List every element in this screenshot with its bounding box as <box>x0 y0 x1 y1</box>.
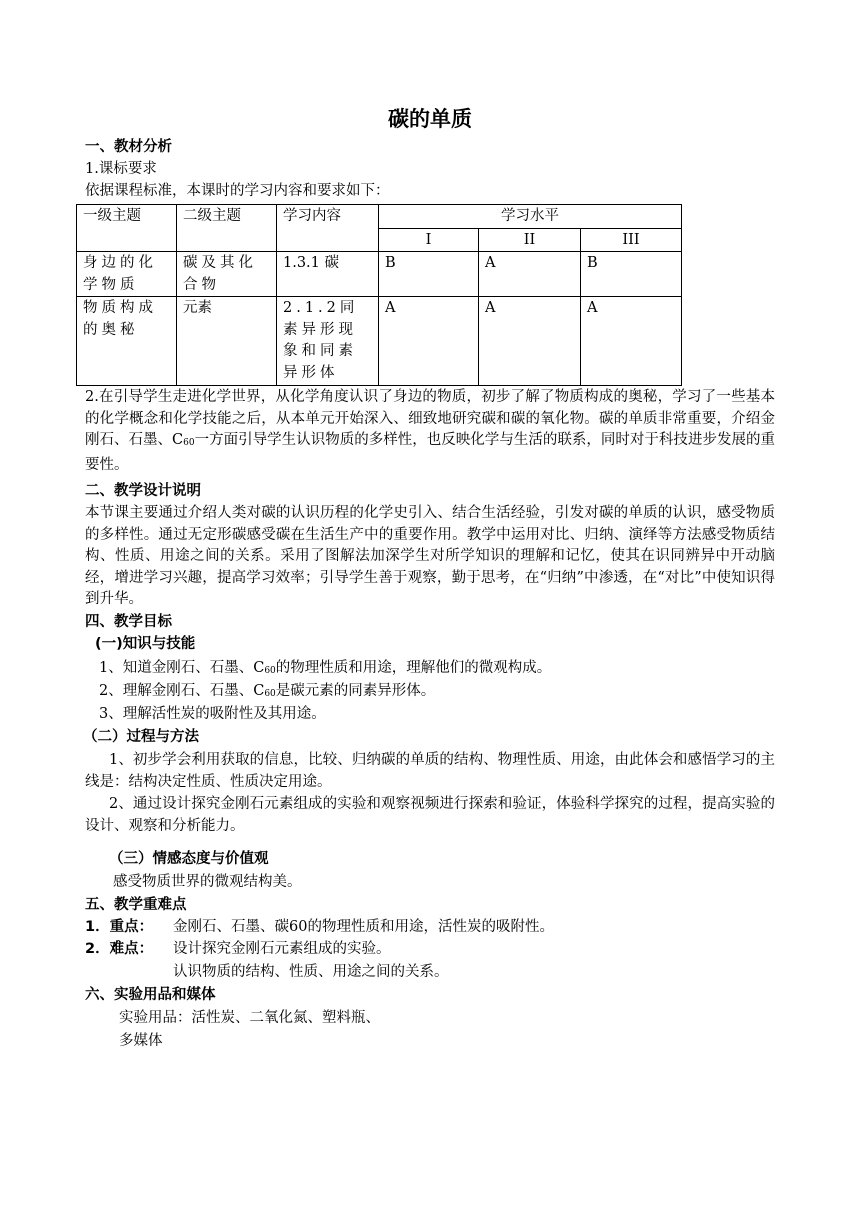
header-content: 学习内容 <box>277 205 379 252</box>
knowledge-item <box>85 658 789 683</box>
media-line: 多媒体 <box>119 1033 163 1049</box>
section-1-heading: 一、教材分析 <box>85 139 172 155</box>
item-text: 是碳元素的同素异形体。 <box>275 683 436 699</box>
table-cell: 2.1.2同素异形现象和同素异形体 <box>277 297 379 386</box>
paragraph-text: 一方面引导学生认识物质的多样性，也反映化学与生活的联系，同时对于科技进步发展的重要性。 <box>85 432 775 473</box>
table-intro: 依据课程标准，本课时的学习内容和要求如下： <box>85 183 390 199</box>
materials-line: 实验用品：活性炭、二氧化氮、塑料瓶、 <box>119 1010 380 1026</box>
subscript: 60 <box>264 689 276 699</box>
header-level-3: III <box>581 228 682 252</box>
table-cell: B <box>379 252 479 297</box>
subscript: 60 <box>183 438 195 448</box>
difficulty-text: 设计探究金刚石元素组成的实验。 <box>173 941 391 957</box>
header-level-1: I <box>379 228 479 252</box>
section-2-heading: 二、教学设计说明 <box>85 483 201 499</box>
item-text: 2、理解金刚石、石墨、C <box>99 683 265 699</box>
curriculum-table <box>76 204 682 386</box>
process-item: 1、初步学会利用获取的信息，比较、归纳碳的单质的结构、物理性质、用途，由此体会和感悟学习的主线是：结构决定性质、性质决定用途。 <box>85 752 775 790</box>
knowledge-item <box>85 681 789 706</box>
table-cell: A <box>379 297 479 386</box>
table-cell: 元素 <box>177 297 277 386</box>
section-4-heading: 四、教学目标 <box>85 614 172 630</box>
section-1-subheading: 1.课标要求 <box>85 161 157 177</box>
difficulty-label: 2．难点： <box>85 941 154 957</box>
process-item: 2、通过设计探究金刚石元素组成的实验和观察视频进行探索和验证，体验科学探究的过程，提高实验的设计、观察和分析能力。 <box>85 796 775 834</box>
section-5-heading: 五、教学重难点 <box>85 897 187 913</box>
table-cell: 碳及其化合物 <box>177 252 277 297</box>
knowledge-heading: (一)知识与技能 <box>95 636 196 652</box>
header-level-2: II <box>479 228 581 252</box>
header-primary-topic: 一级主题 <box>77 205 177 252</box>
table-row <box>77 252 682 297</box>
paragraph-text: 2.在引导学生走进化学世界，从化学角度认识了身边的物质，初步了解了物质构成的奥秘，学习了一些基本的化学概念和化学技能之后，从本单元开始深入、细致地研究碳和碳的氧化物。碳的单质非常重要，介绍金刚石、石墨、C <box>85 389 775 448</box>
section-6-heading: 六、实验用品和媒体 <box>85 987 216 1003</box>
key-point-label: 1．重点： <box>85 919 154 935</box>
difficulty-text-2: 认识物质的结构、性质、用途之间的关系。 <box>173 964 449 980</box>
table-row <box>77 297 682 386</box>
subscript: 60 <box>264 666 276 676</box>
key-point-text: 金刚石、石墨、碳60的物理性质和用途，活性炭的吸附性。 <box>173 919 554 935</box>
section-1-paragraph <box>85 387 775 476</box>
header-level: 学习水平 <box>379 205 682 229</box>
table-cell: 身边的化学物质 <box>77 252 177 297</box>
table-cell: 1.3.1 碳 <box>277 252 379 297</box>
attitude-heading: （三）情感态度与价值观 <box>109 851 269 867</box>
item-text: 的物理性质和用途，理解他们的微观构成。 <box>275 660 552 676</box>
table-cell: A <box>479 297 581 386</box>
header-secondary-topic: 二级主题 <box>177 205 277 252</box>
table-cell: A <box>479 252 581 297</box>
table-cell: A <box>581 297 682 386</box>
knowledge-item: 3、理解活性炭的吸附性及其用途。 <box>99 706 326 722</box>
process-heading: （二）过程与方法 <box>83 729 199 745</box>
key-point-row <box>85 917 775 939</box>
document-title: 碳的单质 <box>388 107 472 131</box>
section-2-paragraph: 本节课主要通过介绍人类对碳的认识历程的化学史引入、结合生活经验，引发对碳的单质的认识，感受物质的多样性。通过无定形碳感受碳在生活生产中的重要作用。教学中运用对比、归纳、演绎等方法感受物质结构、性质、用途之间的关系。采用了图解法加深学生对所学知识的理解和记忆，使其在识同辨异中开动脑经，增进学习兴趣，提高学习效率；引导学生善于观察，勤于思考，在“归纳”中渗透，在“对比”中使知识得到升华。 <box>85 505 775 607</box>
item-text: 1、知道金刚石、石墨、C <box>99 660 265 676</box>
difficulty-row <box>85 939 775 961</box>
table-cell: 物质构成的奥秘 <box>77 297 177 386</box>
attitude-item: 感受物质世界的微观结构美。 <box>113 874 302 890</box>
table-cell: B <box>581 252 682 297</box>
